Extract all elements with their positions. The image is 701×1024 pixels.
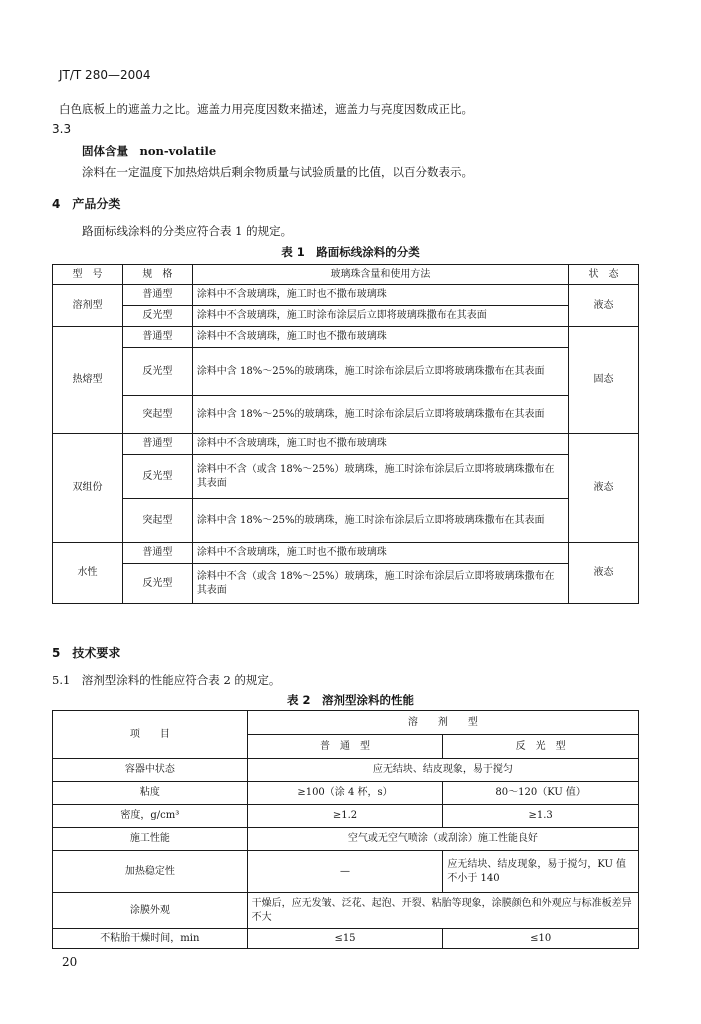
t1-spec-cell: 反光型 bbox=[122, 564, 192, 604]
t1-spec-cell: 普通型 bbox=[122, 327, 192, 348]
t2-value-cell: 应无结块、结皮现象，易于搅匀，KU 值不小于 140 bbox=[443, 851, 639, 893]
t1-header-method: 玻璃珠含量和使用方法 bbox=[192, 265, 568, 285]
t1-header-spec: 规 格 bbox=[122, 265, 192, 285]
t2-header-reflective: 反 光 型 bbox=[443, 735, 639, 759]
t1-desc-cell: 涂料中不含玻璃珠，施工时也不撒布玻璃珠 bbox=[192, 285, 568, 306]
t1-desc-cell: 涂料中不含（或含 18%～25%）玻璃珠，施工时涂布涂层后立即将玻璃珠撒布在其表面 bbox=[192, 564, 568, 604]
t1-spec-cell: 普通型 bbox=[122, 434, 192, 455]
t1-state-cell: 液态 bbox=[569, 285, 639, 327]
t2-value-cell: ≥1.2 bbox=[247, 805, 443, 828]
t1-spec-cell: 突起型 bbox=[122, 396, 192, 434]
t1-spec-cell: 普通型 bbox=[122, 543, 192, 564]
t1-desc-cell: 涂料中不含玻璃珠，施工时也不撒布玻璃珠 bbox=[192, 434, 568, 455]
t1-spec-cell: 反光型 bbox=[122, 348, 192, 396]
t1-spec-cell: 反光型 bbox=[122, 306, 192, 327]
t2-item-cell: 不粘胎干燥时间，min bbox=[53, 929, 248, 949]
t2-header-solvent: 溶 剂 型 bbox=[247, 711, 638, 735]
t2-item-cell: 密度，g/cm³ bbox=[53, 805, 248, 828]
t1-state-cell: 液态 bbox=[569, 434, 639, 543]
t1-spec-cell: 反光型 bbox=[122, 455, 192, 499]
section-4-text: 路面标线涂料的分类应符合表 1 的规定。 bbox=[82, 224, 293, 238]
t1-type-cell: 双组份 bbox=[53, 434, 123, 543]
t1-desc-cell: 涂料中含 18%～25%的玻璃珠，施工时涂布涂层后立即将玻璃珠撒布在其表面 bbox=[192, 499, 568, 543]
t2-value-cell: ≥1.3 bbox=[443, 805, 639, 828]
table-1-caption: 表 1 路面标线涂料的分类 bbox=[281, 245, 420, 259]
standard-id: JT/T 280—2004 bbox=[59, 68, 151, 82]
paragraph-hiding-power: 白色底板上的遮盖力之比。遮盖力用亮度因数来描述，遮盖力与亮度因数成正比。 bbox=[59, 102, 473, 116]
t1-state-cell: 液态 bbox=[569, 543, 639, 604]
t1-desc-cell: 涂料中不含玻璃珠，施工时也不撒布玻璃珠 bbox=[192, 327, 568, 348]
t1-spec-cell: 突起型 bbox=[122, 499, 192, 543]
t1-header-type: 型 号 bbox=[53, 265, 123, 285]
t2-value-cell: ≤15 bbox=[247, 929, 443, 949]
t1-state-cell: 固态 bbox=[569, 327, 639, 434]
section-5-1-text: 5.1 溶剂型涂料的性能应符合表 2 的规定。 bbox=[52, 673, 281, 687]
t2-item-cell: 涂膜外观 bbox=[53, 893, 248, 929]
t2-header-normal: 普 通 型 bbox=[247, 735, 443, 759]
term-non-volatile: 固体含量 non-volatile bbox=[82, 144, 217, 158]
t2-value-cell: 应无结块、结皮现象，易于搅匀 bbox=[247, 759, 638, 782]
definition-non-volatile: 涂料在一定温度下加热焙烘后剩余物质量与试验质量的比值，以百分数表示。 bbox=[82, 165, 473, 179]
t1-spec-cell: 普通型 bbox=[122, 285, 192, 306]
t1-type-cell: 水性 bbox=[53, 543, 123, 604]
t2-item-cell: 施工性能 bbox=[53, 828, 248, 851]
t2-item-cell: 加热稳定性 bbox=[53, 851, 248, 893]
section-3-3-number: 3.3 bbox=[52, 122, 72, 136]
page-number: 20 bbox=[62, 955, 78, 969]
table-2-performance bbox=[52, 710, 639, 949]
t2-value-cell: ≤10 bbox=[443, 929, 639, 949]
t1-type-cell: 溶剂型 bbox=[53, 285, 123, 327]
t2-value-cell: 80～120（KU 值） bbox=[443, 782, 639, 805]
t1-desc-cell: 涂料中不含（或含 18%～25%）玻璃珠，施工时涂布涂层后立即将玻璃珠撒布在其表面 bbox=[192, 455, 568, 499]
table-2-caption: 表 2 溶剂型涂料的性能 bbox=[286, 693, 414, 707]
t2-value-cell: — bbox=[247, 851, 443, 893]
t2-value-cell: 空气或无空气喷涂（或刮涂）施工性能良好 bbox=[247, 828, 638, 851]
t2-header-item: 项 目 bbox=[53, 711, 248, 759]
t2-item-cell: 粘度 bbox=[53, 782, 248, 805]
table-1-classification bbox=[52, 264, 639, 604]
t2-value-cell: 干燥后，应无发皱、泛花、起泡、开裂、粘胎等现象，涂膜颜色和外观应与标准板差异不大 bbox=[247, 893, 638, 929]
t1-header-state: 状 态 bbox=[569, 265, 639, 285]
section-4-heading: 4 产品分类 bbox=[52, 197, 121, 211]
t1-desc-cell: 涂料中含 18%～25%的玻璃珠，施工时涂布涂层后立即将玻璃珠撒布在其表面 bbox=[192, 348, 568, 396]
t1-desc-cell: 涂料中不含玻璃珠，施工时也不撒布玻璃珠 bbox=[192, 543, 568, 564]
section-5-heading: 5 技术要求 bbox=[52, 646, 121, 660]
t2-item-cell: 容器中状态 bbox=[53, 759, 248, 782]
t1-type-cell: 热熔型 bbox=[53, 327, 123, 434]
t1-desc-cell: 涂料中含 18%～25%的玻璃珠，施工时涂布涂层后立即将玻璃珠撒布在其表面 bbox=[192, 396, 568, 434]
t1-desc-cell: 涂料中不含玻璃珠，施工时涂布涂层后立即将玻璃珠撒布在其表面 bbox=[192, 306, 568, 327]
t2-value-cell: ≥100（涂 4 杯，s） bbox=[247, 782, 443, 805]
